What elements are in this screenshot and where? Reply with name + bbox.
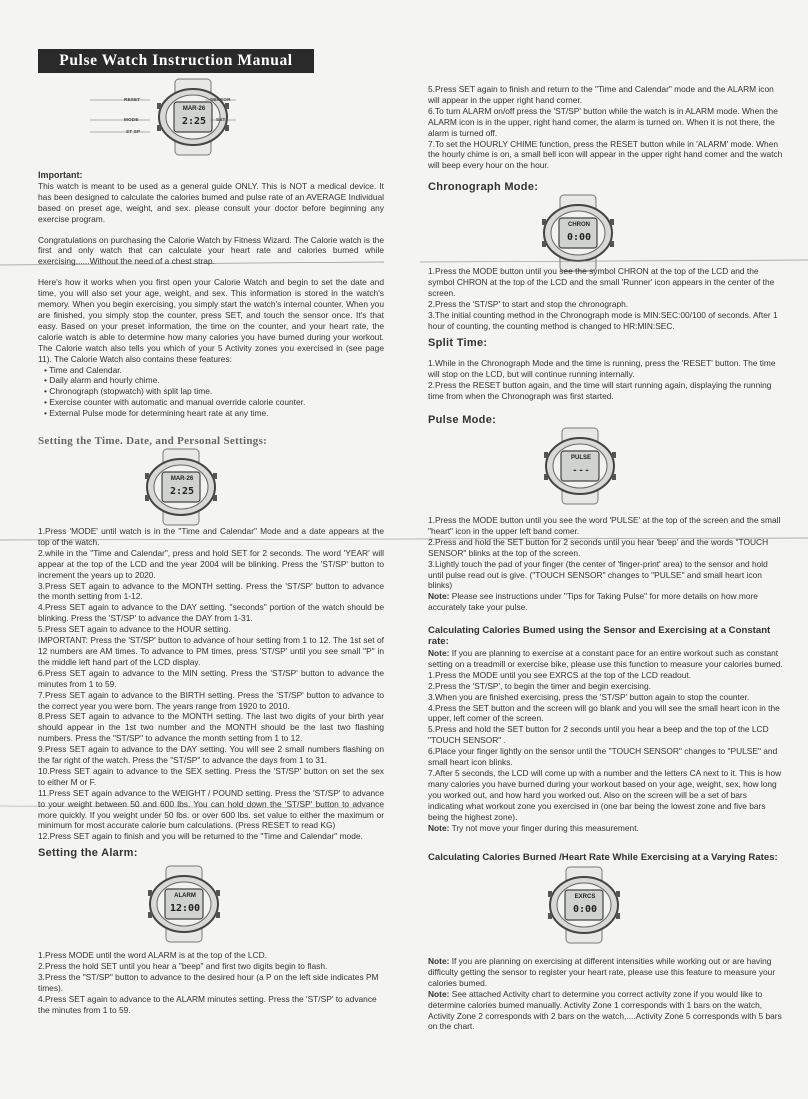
cal-const-note [428, 648, 783, 670]
lcd-main-top: MAR-26 [182, 106, 206, 112]
cal-const-step: 1.Press the MODE until you see EXRCS at the top of the LCD readout. [428, 669, 692, 680]
setting-step: 10.Press SET again to advance to the SEX setting. Press the 'ST/SP' button on set the sex to either M or F. [38, 765, 384, 787]
lcd-time-top: MAR-26 [170, 476, 194, 482]
alarm-step: 1.Press MODE until the word ALARM is at the top of the LCD. [38, 950, 268, 960]
important-section [38, 170, 384, 419]
important-p2: Congratulations on purchasing the Calorie Watch by Fitness Wizard. The Calorie watch is the first and only watch that can calculate your heart rate and calories bumed while exercising......Without the need of a chest strap. [38, 234, 384, 267]
split-step: 2.Press the RESET button again, and the time will start running again, displaying the running time from when the Chronograph was first started. [428, 379, 772, 401]
alarm-step: 6.To turn ALARM on/off press the 'ST/SP' button while the watch is in ALARM mode. When the ALARM icon is in the upper, right hand comer, the alarm is turned on. When it is not there, the alarm is turned off. [428, 105, 778, 138]
feature-item: • External Pulse mode for determining heart rate at any time. [44, 408, 384, 419]
lcd-pulse-bottom: - - - [573, 465, 589, 476]
note-label: Note: [428, 822, 450, 833]
feature-item: • Chronograph (stopwatch) with split lap time. [44, 386, 384, 397]
chrono-step: 2.Press the 'ST/SP' to start and stop the chronograph. [428, 298, 629, 309]
setting-step: 12.Press SET again to finish and you will be returned to the "Time and Calendar" mode. [38, 831, 363, 842]
lcd-alarm-top: ALARM [174, 893, 196, 899]
cal-vary-note2 [428, 989, 783, 1033]
lcd-time-bottom: 2:25 [169, 486, 195, 497]
pulse-step: 2.Press and hold the SET button for 2 seconds until you hear 'beep' and the words "TOUCH SENSOR" blinks at the top of the screen. [428, 536, 769, 558]
chrono-steps [428, 266, 783, 331]
important-p1: This watch is meant to be used as a general guide ONLY. This is NOT a medical device. It has been designed to calculate the calories bumed and pulse rate of an AVERAGE Individual based on preset age, weight, and sex. please consult your doctor before beginning any exercise program. [38, 180, 384, 224]
label-sensor: SENSOR [210, 97, 231, 102]
note-text: Try not move your finger during this measurement. [449, 822, 639, 833]
alarm-heading: Setting the Alarm: [38, 847, 138, 859]
important-heading: Important: [38, 170, 83, 180]
note-text: If you are planning on exercising at different intensities while working out or are having difficulty getting the sensor to register your heart rate, please use this feature to measure your calories bumed. [428, 956, 776, 988]
important-p3: Here's how it works when you first open your Calorie Watch and begin to set the date and time, you will also set your age, weight, and sex. This information is stored in the watch's memory. When you begin exercising, you simply start the watch's internal counter. When you are finished, you simply stop the counter, press SET, and touch the sensor once. It's that easy. Based on your preset information, the time on the counter, and your heart rate, the calorie watch is able to determine how many calories you have bumed during your workout. The Calorie watch also tells you which of your 5 Activity zones you exercised in (see page 11). The Calorie Watch also contains these features: [38, 277, 384, 364]
setting-step: 1.Press 'MODE' until watch is in the "Time and Calendar" Mode and a date appears at the top of the watch. [38, 526, 384, 547]
setting-step: 8.Press SET again to advance to the MONTH setting. The last two digits of your birth year should appear in the 1st two number and the MONTH should be the last two flashing numbers. Press the "ST/SP" to advance the month setting from 1 to 12. [38, 711, 384, 744]
setting-step: 2.while in the "Time and Calendar", press and hold SET for 2 seconds. The word 'YEAR' will appear at the top of the LCD and the year 2004 will be blinking. Press the 'ST/SP' button to increment the years up to 2020. [38, 547, 384, 580]
cal-const-heading: Calculating Calories Bumed using the Sensor and Exercising at a Constant rate: [428, 625, 771, 647]
setting-step: 11.Press SET again advance to the WEIGHT / POUND setting. Press the 'ST/SP' to advance to your weight between 50 and 600 lbs. You can hold down the 'ST/SP' button to advance more quickly. If you weight under 50 lbs. or over 600 lbs. set value to either the maximum or minimum for most accurate calorie bum calculations. (Press RESET to read KG) [38, 787, 384, 831]
cal-const-step: 4.Press the SET button and the screen will go blank and you will see the small heart icon in the upper, left comer of the screen. [428, 702, 780, 724]
lcd-main-bottom: 2:25 [181, 116, 207, 127]
split-steps [428, 358, 783, 402]
feature-item: • Time and Calendar. [44, 365, 384, 376]
note-text: If you are planning to exercise at a constant pace for an entire workout such as constant setting on a treadmill or exercise bike, please use this function to measure your calories bumed. [428, 648, 783, 669]
cal-const-step: 6.Place your finger lightly on the sensor until the "TOUCH SENSOR" changes to "PULSE" and small heart icon blinks. [428, 746, 778, 768]
cal-vary-body [428, 956, 783, 1032]
lcd-pulse-top: PULSE [570, 455, 591, 461]
lcd-alarm-bottom: 12:00 [169, 903, 201, 914]
cal-const-step: 3.When you are finished exercising, press the 'ST/SP' button again to stop the counter. [428, 691, 750, 702]
alarm-step: 2.Press the hold SET until you hear a "beep" and first two digits begin to flash. [38, 960, 328, 971]
lcd-chron-bottom: 0:00 [566, 232, 592, 243]
cal-const-step: 7.After 5 seconds, the LCD will come up with a number and the letters CA next to it. This is how many calories you have burned during your workout based on your age, weight, sex, how long you worked out, and how hard you worked out. Also on the screen will be a set of bars indicating what workout zone you exercised in (one bar being the lowest zone and five bars being the highest zone). [428, 767, 782, 822]
lcd-calorie-bottom: 0:00 [572, 904, 598, 915]
feature-list [38, 365, 384, 420]
feature-item: • Exercise counter with automatic and manual override calorie counter. [44, 397, 384, 408]
split-heading: Split Time: [428, 337, 488, 349]
setting-heading: Setting the Time. Date, and Personal Settings: [38, 435, 268, 447]
pulse-steps [428, 515, 783, 613]
cal-const-step: 2.Press the 'ST/SP', to begin the timer and begin exercising. [428, 680, 651, 691]
lcd-calorie-top: EXRCS [574, 894, 596, 900]
alarm-step: 3.Press the "ST/SP" button to advance to the desired hour (a P on the left side indicates PM times). [38, 971, 379, 993]
feature-item: • Daily alarm and hourly chime. [44, 375, 384, 386]
note-text: Please see instructions under "Tips for Taking Pulse" for more details on how more accurately take your pulse. [428, 591, 758, 613]
manual-title: Pulse Watch Instruction Manual [38, 49, 314, 73]
setting-step: 3.Press SET again to advance to the MONTH setting. Press the 'ST/SP' button to advance the month setting from 1-12. [38, 580, 384, 602]
lcd-chron-top: CHRON [568, 222, 590, 228]
setting-step: 4.Press SET again to advance to the DAY setting. "seconds" portion of the watch should be blinking. Press the 'ST/SP' to advance the DAY from 1-31. [38, 602, 384, 624]
split-step: 1.While in the Chronograph Mode and the time is running, press the 'RESET' button. The time will stop on the LCD, but will continue running internally. [428, 358, 776, 379]
note-label: Note: [428, 988, 450, 999]
setting-step: 6.Press SET again to advance to the MIN setting. Press the 'ST/SP' button to advance the minutes from 1 to 59. [38, 667, 384, 689]
alarm-continued [428, 84, 783, 171]
pulse-step: 3.Lightly touch the pad of your finger (the center of 'finger-print' area) to the sensor and hold until pulse read out is give. ("TOUCH SENSOR" changes to "PULSE" and small heart icon blinks) [428, 558, 768, 591]
alarm-step: 7.To set the HOURLY CHIME function, press the RESET button while in 'ALARM' mode. When the hourly chime is on, a small bell icon will appear in the upper right hand comer and the watch will beep every hour on the hour. [428, 138, 783, 171]
note-text: See attached Activity chart to determine you correct activity zone if you would like to determine calories bumed manually. Activity Zone 1 corresponds with 1 bars on the watch, Activity Zone 2 corresponds with 2 bars on the watch,....Activity Zone 5 corresponds with 5 bars on the chart. [428, 988, 782, 1032]
pulse-step: 1.Press the MODE button until you see the word 'PULSE' at the top of the screen and the small "heart" icon in the upper left band comer. [428, 515, 781, 536]
cal-const-step: 5.Press and hold the SET button for 2 seconds until you hear a beep and the top of the LCD "TOUCH SENSOR" . [428, 724, 769, 746]
chrono-step: 3.The initial counting method in the Chronograph mode is MIN:SEC:00/100 of seconds. After 1 hour of counting, the counting method is changed to HR:MIN:SEC. [428, 309, 778, 331]
cal-vary-heading: Calculating Calories Burned /Heart Rate While Exercising at a Varying Rates: [428, 852, 778, 863]
label-stsp: ST SP [126, 129, 141, 134]
setting-step: IMPORTANT: Press the 'ST/SP' button to advance of hour setting from 1 to 12. The 1st set of 12 numbers are AM times. To advance to PM times, press 'ST/SP' until you see small "P" in the middle left hand part of the LCD display. [38, 635, 384, 667]
alarm-steps [38, 950, 384, 1015]
setting-steps [38, 526, 384, 842]
alarm-step: 5.Press SET again to finish and return to the "Time and Calendar" mode and the ALARM icon will appear in the upper right hand corner. [428, 84, 774, 105]
setting-step: 9.Press SET again to advance to the DAY setting. You will see 2 small numbers flashing on the far right of the watch. Press the "ST/SP" to advance the days from 1 to 31. [38, 744, 384, 766]
note-label: Note: [428, 591, 450, 602]
setting-step: 5.Press SET again to advance to the HOUR setting. [38, 624, 231, 635]
chrono-heading: Chronograph Mode: [428, 181, 539, 193]
alarm-step: 4.Press SET again to advance to the ALARM minutes setting. Press the 'ST/SP' to advance the minutes from 1 to 59. [38, 993, 377, 1015]
label-set: SET [216, 117, 226, 122]
setting-step: 7.Press SET again to advance to the BIRTH setting. Press the 'ST/SP' button to advance to the correct year you were born. The years range from 1920 to 2010. [38, 689, 384, 711]
cal-const-note2 [428, 823, 783, 834]
cal-vary-note [428, 956, 783, 989]
chrono-step: 1.Press the MODE button until you see the symbol CHRON at the top of the LCD and the symbol CHRON at the top of the LCD and the small 'Runner' icon appears in the center of the screen. [428, 266, 775, 298]
label-reset: RESET [124, 97, 141, 102]
label-mode: MODE [124, 117, 139, 122]
cal-const-body [428, 648, 783, 833]
pulse-note [428, 591, 783, 613]
note-label: Note: [428, 648, 450, 658]
note-label: Note: [428, 956, 450, 966]
pulse-heading: Pulse Mode: [428, 414, 497, 426]
